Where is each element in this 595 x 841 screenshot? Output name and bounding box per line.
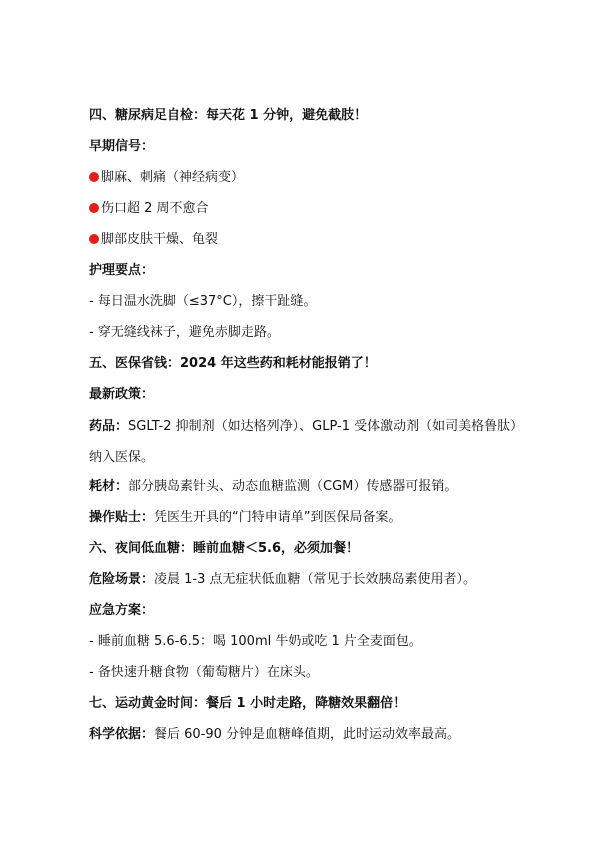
care-points-label: 护理要点： [89,263,155,278]
basis-paragraph [89,727,535,743]
signal-text: 脚麻、刺痛（神经病变） [101,170,245,185]
section-7-heading: 七、运动黄金时间：餐后 1 小时走路，降糖效果翻倍！ [89,696,407,711]
tip-label: 操作贴士： [89,510,155,525]
signal-item [89,201,535,217]
basis-text: 餐后 60-90 分钟是血糖峰值期，此时运动效率最高。 [154,727,461,742]
red-bullet-icon [89,234,99,244]
basis-label: 科学依据： [89,727,155,742]
latest-policy-label: 最新政策： [89,387,155,402]
tip-text: 凭医生开具的“门特申请单”到医保局备案。 [154,510,402,525]
care-item: - 每日温水洗脚（≤37°C），擦干趾缝。 [89,294,317,309]
signal-item [89,232,535,248]
signal-item [89,170,535,186]
risk-paragraph [89,572,535,588]
drugs-paragraph [89,411,535,473]
supplies-label: 耗材： [89,479,129,494]
risk-text: 凌晨 1-3 点无症状低血糖（常见于长效胰岛素使用者）。 [154,572,477,587]
care-item: - 穿无缝线袜子，避免赤脚走路。 [89,325,280,340]
red-bullet-icon [89,203,99,213]
tip-paragraph [89,510,535,526]
drugs-label: 药品： [89,419,129,434]
plan-item: - 睡前血糖 5.6-6.5：喝 100ml 牛奶或吃 1 片全麦面包。 [89,634,422,649]
plan-item: - 备快速升糖食物（葡萄糖片）在床头。 [89,665,319,680]
risk-label: 危险场景： [89,572,155,587]
drugs-text: SGLT-2 抑制剂（如达格列净）、GLP-1 受体激动剂（如司美格鲁肽）纳入医保。 [89,419,524,465]
signal-text: 伤口超 2 周不愈合 [101,201,209,216]
section-5-heading: 五、医保省钱：2024 年这些药和耗材能报销了！ [89,356,377,371]
red-bullet-icon [89,172,99,182]
section-6-heading: 六、夜间低血糖：睡前血糖＜5.6，必须加餐！ [89,541,360,556]
emergency-plan-label: 应急方案： [89,603,155,618]
early-signals-label: 早期信号： [89,139,155,154]
signal-text: 脚部皮肤干燥、龟裂 [101,232,219,247]
section-4-heading: 四、糖尿病足自检：每天花 1 分钟，避免截肢！ [89,108,368,123]
supplies-text: 部分胰岛素针头、动态血糖监测（CGM）传感器可报销。 [128,479,458,494]
supplies-paragraph [89,479,535,495]
